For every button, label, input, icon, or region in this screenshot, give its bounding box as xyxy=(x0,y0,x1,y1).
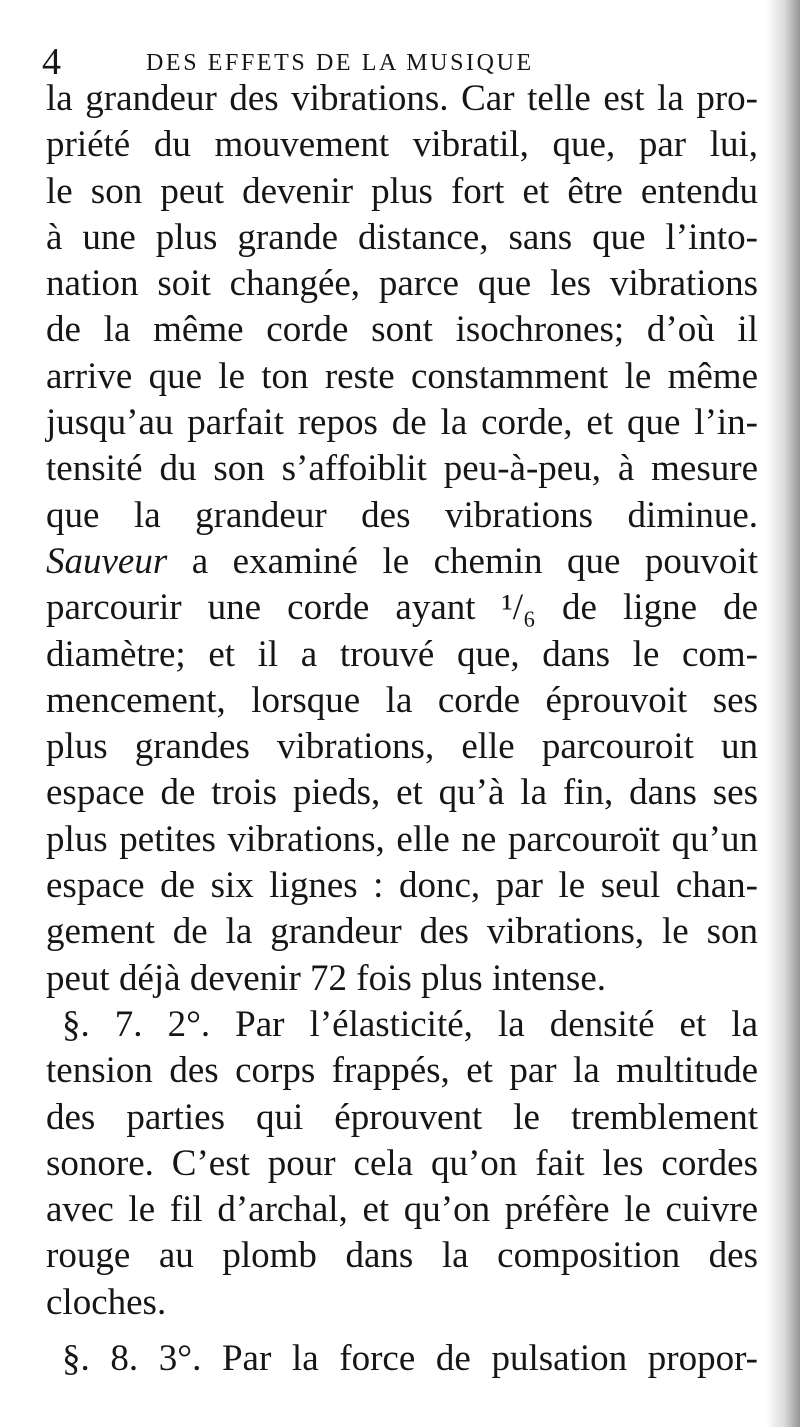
text-line: peut déjà devenir 72 fois plus intense. xyxy=(46,957,607,999)
text-line: arrive que le ton reste constamment le même xyxy=(46,355,758,397)
page-number: 4 xyxy=(42,41,61,83)
text-line: diamètre; et il a trouvé que, dans le com- xyxy=(46,633,758,675)
text-line: tensité du son s’affoiblit peu-à-peu, à mesure xyxy=(46,448,758,490)
text-line: sonore. C’est pour cela qu’on fait les cordes xyxy=(46,1142,758,1184)
text-line: plus petites vibrations, elle ne parcouroït qu’un xyxy=(46,818,758,860)
text-line: le son peut devenir plus fort et être entendu xyxy=(46,170,758,212)
text-line: la grandeur des vibrations. Car telle est la pro- xyxy=(46,78,758,119)
text-line: rouge au plomb dans la composition des xyxy=(46,1235,758,1277)
paragraph-section-8 xyxy=(46,1336,758,1382)
body-text xyxy=(46,76,758,1382)
text-line: gement de la grandeur des vibrations, le son xyxy=(46,911,758,953)
text-line: espace de six lignes : donc, par le seul chan- xyxy=(46,865,758,907)
text-line: plus grandes vibrations, elle parcouroit un xyxy=(46,726,758,768)
text-line: mencement, lorsque la corde éprouvoit ses xyxy=(46,679,758,721)
text-line: que la grandeur des vibrations diminue. xyxy=(46,494,758,536)
paragraph-section-7 xyxy=(46,1002,758,1326)
text-line: de la même corde sont isochrones; d’où il xyxy=(46,309,758,351)
author-name: Sauveur xyxy=(46,540,168,582)
text-line: jusqu’au parfait repos de la corde, et que l’in- xyxy=(46,402,758,444)
section-heading-line: §. 8. 3°. Par la force de pulsation propor- xyxy=(62,1338,758,1380)
text-line: nation soit changée, parce que les vibrations xyxy=(46,263,758,305)
text-line: des parties qui éprouvent le tremblement xyxy=(46,1096,758,1138)
text-line: parcourir une corde ayant ¹/₆ de ligne de xyxy=(46,587,758,629)
paragraph-1 xyxy=(46,76,758,539)
paragraph-2 xyxy=(46,539,758,1002)
text-line: à une plus grande distance, sans que l’into- xyxy=(46,216,758,258)
text-line: priété du mouvement vibratil, que, par lui, xyxy=(46,124,758,166)
page-edge-shadow xyxy=(766,0,800,1427)
text-line: cloches. xyxy=(46,1281,167,1323)
text-line xyxy=(46,539,758,585)
section-heading-line: §. 7. 2°. Par l’élasticité, la densité et la xyxy=(62,1003,758,1045)
running-head: DES EFFETS DE LA MUSIQUE xyxy=(146,50,534,76)
text-line: tension des corps frappés, et par la multitude xyxy=(46,1050,758,1092)
text-line: avec le fil d’archal, et qu’on préfère le cuivre xyxy=(46,1189,758,1231)
text-line: espace de trois pieds, et qu’à la fin, dans ses xyxy=(46,772,758,814)
text-run: a examiné le chemin que pouvoit xyxy=(167,540,758,582)
